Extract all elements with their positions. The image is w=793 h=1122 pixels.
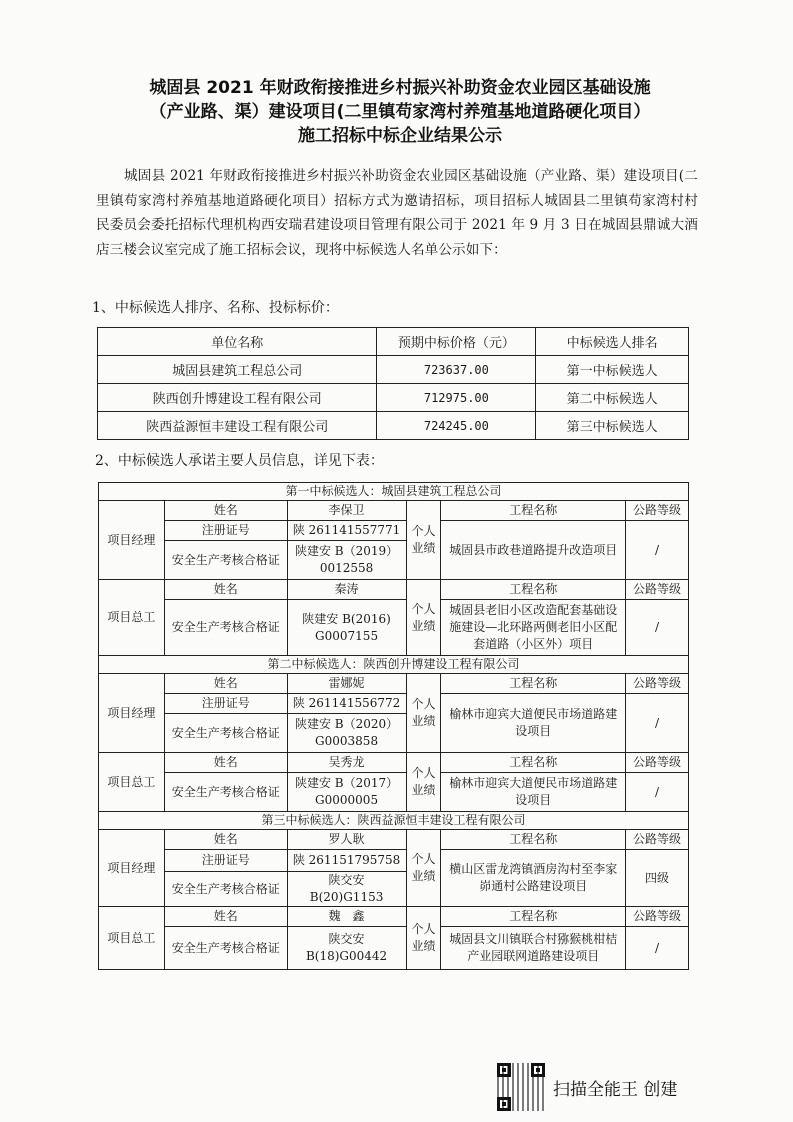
person-name: 罗人耿 <box>287 830 406 850</box>
label-safety: 安全生产考核合格证 <box>164 773 287 812</box>
title-line-2: （产业路、渠）建设项目(二里镇苟家湾村养殖基地道路硬化项目） <box>149 102 651 122</box>
title-line-1: 城固县 2021 年财政衔接推进乡村振兴补助资金农业园区基础设施 <box>149 78 651 98</box>
project-name: 城固县老旧小区改造配套基础设施建设—北环路两侧老旧小区配套道路（小区外）项目 <box>441 600 626 656</box>
table-header-row <box>98 328 689 356</box>
label-name: 姓名 <box>164 753 287 773</box>
label-name: 姓名 <box>164 830 287 850</box>
label-grade: 公路等级 <box>626 753 689 773</box>
label-grade: 公路等级 <box>626 674 689 694</box>
label-performance: 个人业绩 <box>406 907 441 970</box>
table-row <box>98 356 689 384</box>
label-performance: 个人业绩 <box>406 753 441 812</box>
company-cell: 城固县建筑工程总公司 <box>98 356 377 384</box>
rank-cell: 第二中标候选人 <box>536 384 689 412</box>
label-project: 工程名称 <box>441 907 626 927</box>
safety-cert: 陕建安 B(2016) G0007155 <box>287 600 406 656</box>
safety-cert: 陕建安 B（2020）G0003858 <box>287 714 406 753</box>
header-price: 预期中标价格（元） <box>377 328 536 356</box>
scanner-watermark <box>497 1063 677 1111</box>
reg-number: 陕 261141557771 <box>287 521 406 541</box>
role-label: 项目经理 <box>99 501 165 580</box>
label-safety: 安全生产考核合格证 <box>164 600 287 656</box>
role-label: 项目经理 <box>99 830 165 907</box>
table-row <box>98 412 689 440</box>
section-2-heading: 2、中标候选人承诺主要人员信息，详见下表： <box>95 453 384 469</box>
road-grade: / <box>626 521 689 580</box>
label-project: 工程名称 <box>441 674 626 694</box>
label-project: 工程名称 <box>441 580 626 600</box>
header-company: 单位名称 <box>98 328 377 356</box>
table-row <box>98 384 689 412</box>
header-rank: 中标候选人排名 <box>536 328 689 356</box>
label-performance: 个人业绩 <box>406 830 441 907</box>
person-name: 雷娜妮 <box>287 674 406 694</box>
label-safety: 安全生产考核合格证 <box>164 872 287 907</box>
project-name: 横山区雷龙湾镇酒房沟村至李家峁通村公路建设项目 <box>441 850 626 907</box>
road-grade: / <box>626 694 689 753</box>
safety-cert: 陕建安 B（2019）0012558 <box>287 541 406 580</box>
label-safety: 安全生产考核合格证 <box>164 541 287 580</box>
project-name: 城固县文川镇联合村猕猴桃柑桔产业园联网道路建设项目 <box>441 927 626 970</box>
price-cell: 723637.00 <box>377 356 536 384</box>
company-cell: 陕西创升博建设工程有限公司 <box>98 384 377 412</box>
label-performance: 个人业绩 <box>406 580 441 656</box>
safety-cert: 陕交安 B(18)G00442 <box>287 927 406 970</box>
road-grade: / <box>626 600 689 656</box>
label-grade: 公路等级 <box>626 501 689 521</box>
road-grade: 四级 <box>626 850 689 907</box>
road-grade: / <box>626 773 689 812</box>
person-name: 秦涛 <box>287 580 406 600</box>
label-grade: 公路等级 <box>626 830 689 850</box>
intro-paragraph: 城固县 2021 年财政衔接推进乡村振兴补助资金农业园区基础设施（产业路、渠）建设项目(二里镇苟家湾村养殖基地道路硬化项目）招标方式为邀请招标，项目招标人城固县二里镇苟家湾村村民委员会委托招标代理机构西安瑞君建设项目管理有限公司于 2021 年 9 月 3 日在城固县鼎诚大酒店三楼会议室完成了施工招标会议，现将中标候选人名单公示如下： <box>96 168 698 258</box>
label-safety: 安全生产考核合格证 <box>164 714 287 753</box>
rank-cell: 第一中标候选人 <box>536 356 689 384</box>
label-performance: 个人业绩 <box>406 674 441 753</box>
title-line-3: 施工招标中标企业结果公示 <box>298 126 502 146</box>
role-label: 项目总工 <box>99 580 165 656</box>
candidate-header: 第一中标候选人：城固县建筑工程总公司 <box>99 483 689 501</box>
role-label: 项目经理 <box>99 674 165 753</box>
scanner-brand-text: 扫描全能王 创建 <box>553 1079 678 1100</box>
qr-code-icon <box>497 1063 545 1111</box>
reg-number: 陕 261141556772 <box>287 694 406 714</box>
price-cell: 724245.00 <box>377 412 536 440</box>
person-name: 魏 鑫 <box>287 907 406 927</box>
label-reg: 注册证号 <box>164 850 287 872</box>
label-project: 工程名称 <box>441 830 626 850</box>
project-name: 城固县市政巷道路提升改造项目 <box>441 521 626 580</box>
label-reg: 注册证号 <box>164 521 287 541</box>
label-performance: 个人业绩 <box>406 501 441 580</box>
reg-number: 陕 261151795758 <box>287 850 406 872</box>
price-cell: 712975.00 <box>377 384 536 412</box>
company-cell: 陕西益源恒丰建设工程有限公司 <box>98 412 377 440</box>
candidate-header: 第二中标候选人：陕西创升博建设工程有限公司 <box>99 656 689 674</box>
person-name: 李保卫 <box>287 501 406 521</box>
document-title <box>95 76 705 148</box>
label-safety: 安全生产考核合格证 <box>164 927 287 970</box>
label-grade: 公路等级 <box>626 907 689 927</box>
label-name: 姓名 <box>164 580 287 600</box>
safety-cert: 陕建安 B（2017）G0000005 <box>287 773 406 812</box>
label-project: 工程名称 <box>441 753 626 773</box>
label-name: 姓名 <box>164 674 287 694</box>
rank-cell: 第三中标候选人 <box>536 412 689 440</box>
label-name: 姓名 <box>164 907 287 927</box>
bid-price-table <box>97 327 689 440</box>
project-name: 榆林市迎宾大道便民市场道路建设项目 <box>441 694 626 753</box>
label-project: 工程名称 <box>441 501 626 521</box>
section-1-heading: 1、中标候选人排序、名称、投标标价： <box>92 300 339 316</box>
person-name: 吴秀龙 <box>287 753 406 773</box>
personnel-table <box>98 482 689 970</box>
role-label: 项目总工 <box>99 907 165 970</box>
project-name: 榆林市迎宾大道便民市场道路建设项目 <box>441 773 626 812</box>
label-name: 姓名 <box>164 501 287 521</box>
label-grade: 公路等级 <box>626 580 689 600</box>
road-grade: / <box>626 927 689 970</box>
label-reg: 注册证号 <box>164 694 287 714</box>
safety-cert: 陕交安 B(20)G1153 <box>287 872 406 907</box>
role-label: 项目总工 <box>99 753 165 812</box>
candidate-header: 第三中标候选人：陕西益源恒丰建设工程有限公司 <box>99 812 689 830</box>
